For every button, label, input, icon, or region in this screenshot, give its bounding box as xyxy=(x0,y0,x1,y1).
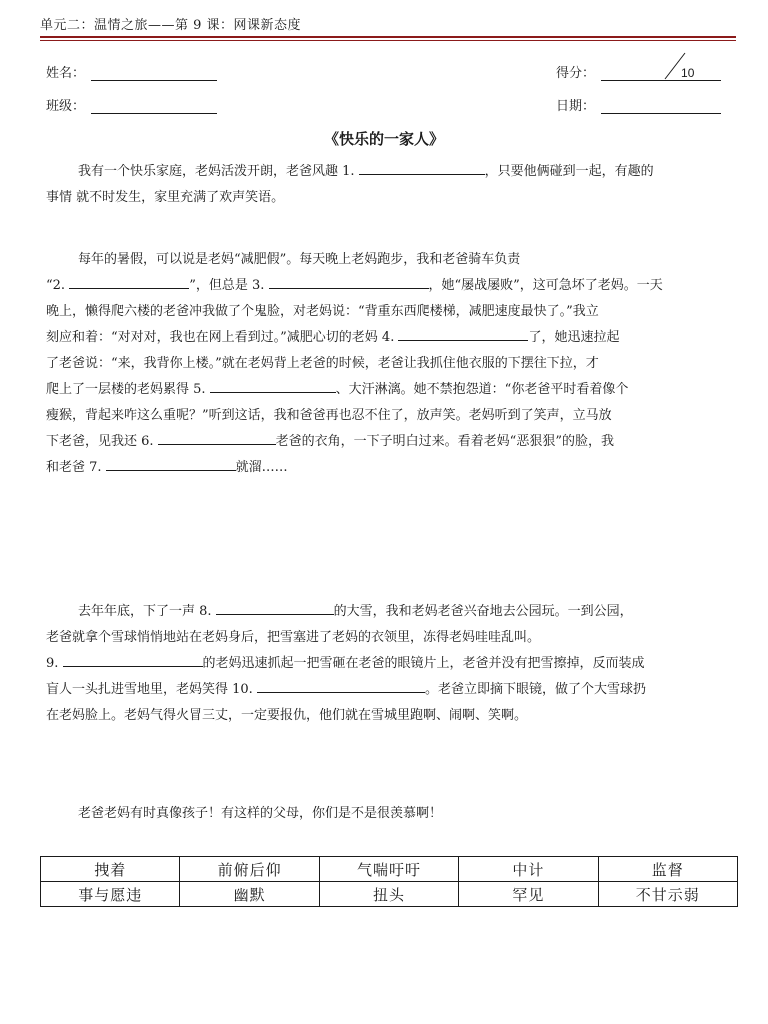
line-text: 在老妈脸上。老妈气得火冒三丈，一定要报仇，他们就在雪城里跑啊、闹啊、笑啊。 xyxy=(46,708,528,723)
story-paragraph-4 xyxy=(46,801,734,827)
answer-blank xyxy=(216,600,334,615)
line-text: 。老爸立即摘下眼镜，做了个大雪球扔 xyxy=(424,682,646,697)
line-text: 老爸就拿个雪球悄悄地站在老妈身后，把雪塞进了老妈的衣领里，冻得老妈哇哇乱叫。 xyxy=(46,630,541,645)
word-bank-cell: 前俯后仰 xyxy=(180,857,319,882)
header-rule-thick xyxy=(40,36,736,38)
word-bank-cell: 罕见 xyxy=(459,882,598,907)
answer-blank xyxy=(63,652,203,667)
word-bank-cell: 中计 xyxy=(459,857,598,882)
score-blank xyxy=(601,66,721,81)
line-text: 、大汗淋漓。她不禁抱怨道：“你老爸平时看着像个 xyxy=(335,382,629,397)
story-paragraph-2 xyxy=(46,247,734,481)
line-text: 我有一个快乐家庭，老妈活泼开朗，老爸风趣 1. xyxy=(78,164,359,179)
header-rule-thin xyxy=(40,40,736,41)
line-text: 去年年底，下了一声 8. xyxy=(78,604,216,619)
name-blank xyxy=(91,66,217,81)
class-blank xyxy=(91,99,217,114)
story-line xyxy=(46,185,734,211)
line-text: 的大雪，我和老妈老爸兴奋地去公园玩。一到公园， xyxy=(333,604,633,619)
line-text: 瘦猴，背起来咋这么重呢？”听到这话，我和爸爸再也忍不住了，放声笑。老妈听到了笑声，立马放 xyxy=(46,408,612,423)
line-text: 老爸老妈有时真像孩子！有这样的父母，你们是不是很羡慕啊！ xyxy=(78,806,443,821)
score-total: 10 xyxy=(681,66,695,80)
story-line xyxy=(46,377,734,403)
story-line xyxy=(46,351,734,377)
date-field xyxy=(556,95,721,114)
word-bank-cell: 不甘示弱 xyxy=(598,882,737,907)
line-text: ”，但总是 3. xyxy=(189,278,269,293)
answer-blank xyxy=(269,274,429,289)
page-header: 单元二：温情之旅——第 9 课：网课新态度 xyxy=(40,18,302,33)
line-text: 和老爸 7. xyxy=(46,460,106,475)
date-label: 日期： xyxy=(556,99,596,114)
line-text: 下老爸，见我还 6. xyxy=(46,434,158,449)
date-blank xyxy=(601,99,721,114)
line-text: ，只要他俩碰到一起，有趣的 xyxy=(484,164,654,179)
story-line xyxy=(46,429,734,455)
story-line xyxy=(46,455,734,481)
line-text: 老爸的衣角，一下子明白过来。看着老妈“恶狠狠”的脸，我 xyxy=(275,434,614,449)
line-text: “2. xyxy=(46,278,70,293)
line-text: 晚上，懒得爬六楼的老爸冲我做了个鬼脸，对老妈说：“背重东西爬楼梯，减肥速度最快了。”我立 xyxy=(46,304,599,319)
word-bank-row xyxy=(41,857,738,882)
story-line xyxy=(46,651,734,677)
story-line xyxy=(46,801,734,827)
class-field xyxy=(46,95,217,114)
name-label: 姓名： xyxy=(46,66,86,81)
score-label: 得分： xyxy=(556,66,596,81)
class-label: 班级： xyxy=(46,99,86,114)
line-text: 的老妈迅速抓起一把雪砸在老爸的眼镜片上，老爸并没有把雪擦掉，反而装成 xyxy=(202,656,645,671)
answer-blank xyxy=(257,678,425,693)
word-bank-cell: 拽着 xyxy=(41,857,180,882)
story-paragraph-1 xyxy=(46,159,734,211)
line-text: 事情 就不时发生，家里充满了欢声笑语。 xyxy=(46,190,285,205)
answer-blank xyxy=(210,378,336,393)
story-line xyxy=(46,599,734,625)
word-bank-cell: 监督 xyxy=(598,857,737,882)
word-bank-cell: 事与愿违 xyxy=(41,882,180,907)
story-line xyxy=(46,247,734,273)
story-line xyxy=(46,625,734,651)
story-line xyxy=(46,703,734,729)
story-line xyxy=(46,273,734,299)
story-title: 《快乐的一家人》 xyxy=(323,130,444,148)
line-text: 每年的暑假，可以说是老妈“减肥假”。每天晚上老妈跑步，我和老爸骑车负责 xyxy=(78,252,521,267)
line-text: 刻应和着：“对对对，我也在网上看到过。”减肥心切的老妈 4. xyxy=(46,330,399,345)
answer-blank xyxy=(69,274,189,289)
score-field xyxy=(556,62,721,81)
story-line xyxy=(46,159,734,185)
word-bank-table xyxy=(40,856,738,907)
word-bank-cell: 幽默 xyxy=(180,882,319,907)
word-bank-row xyxy=(41,882,738,907)
answer-blank xyxy=(158,430,276,445)
answer-blank xyxy=(106,456,236,471)
word-bank-cell: 扭头 xyxy=(319,882,458,907)
story-line xyxy=(46,325,734,351)
answer-blank xyxy=(359,160,485,175)
story-line xyxy=(46,677,734,703)
story-line xyxy=(46,403,734,429)
line-text: 就溜…… xyxy=(235,460,288,475)
answer-blank xyxy=(398,326,528,341)
word-bank-cell: 气喘吁吁 xyxy=(319,857,458,882)
name-field xyxy=(46,62,217,81)
line-text: 9. xyxy=(46,656,63,671)
line-text: 了，她迅速拉起 xyxy=(528,330,620,345)
story-line xyxy=(46,299,734,325)
line-text: ，她“屡战屡败”，这可急坏了老妈。一天 xyxy=(428,278,663,293)
line-text: 爬上了一层楼的老妈累得 5. xyxy=(46,382,210,397)
line-text: 盲人一头扎进雪地里，老妈笑得 10. xyxy=(46,682,257,697)
story-paragraph-3 xyxy=(46,599,734,729)
line-text: 了老爸说：“来，我背你上楼。”就在老妈背上老爸的时候，老爸让我抓住他衣服的下摆往下拉，才 xyxy=(46,356,599,371)
